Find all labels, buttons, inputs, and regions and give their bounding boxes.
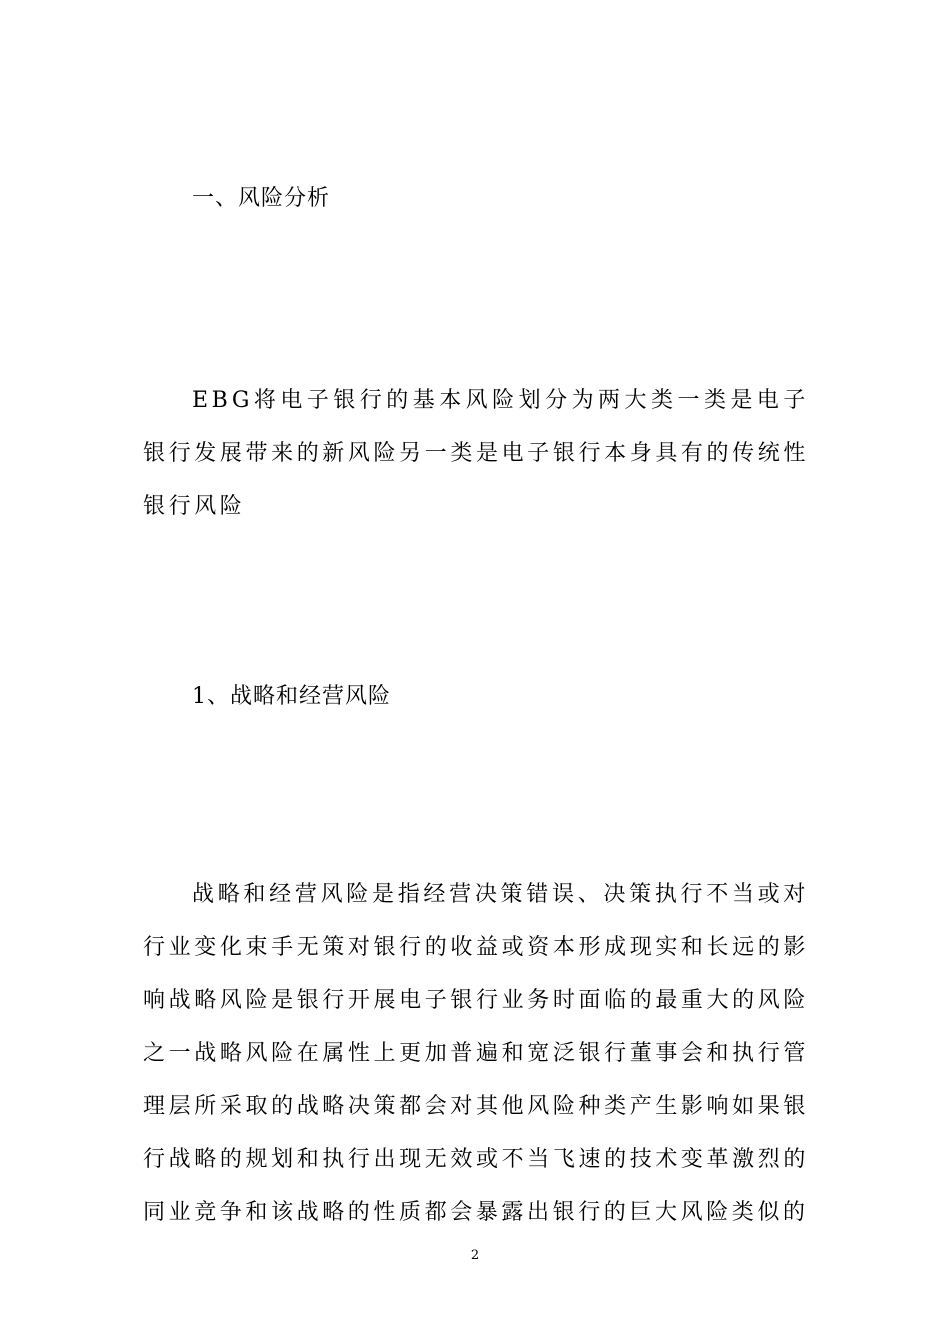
paragraph-risk-classification: EBG将电子银行的基本风险划分为两大类一类是电子银行发展带来的新风险另一类是电子银行本身具有的传统性银行风险 xyxy=(143,388,809,519)
page-number: 2 xyxy=(470,1248,480,1263)
section-heading-risk-analysis: 一、风险分析 xyxy=(192,186,331,211)
paragraph-strategic-risk: 战略和经营风险是指经营决策错误、决策执行不当或对行业变化束手无策对银行的收益或资本形成现实和长远的影响战略风险是银行开展电子银行业务时面临的最重大的风险之一战略风险在属性上更加普遍和宽泛银行董事会和执行管理层所采取的战略决策都会对其他风险种类产生影响如果银行战略的规划和执行出现无效或不当飞速的技术变革激烈的同业竞争和该战略的性质都会暴露出银行的巨大风险类似的 xyxy=(143,882,809,1225)
section-heading-strategic-risk: 1、战略和经营风险 xyxy=(192,684,391,709)
